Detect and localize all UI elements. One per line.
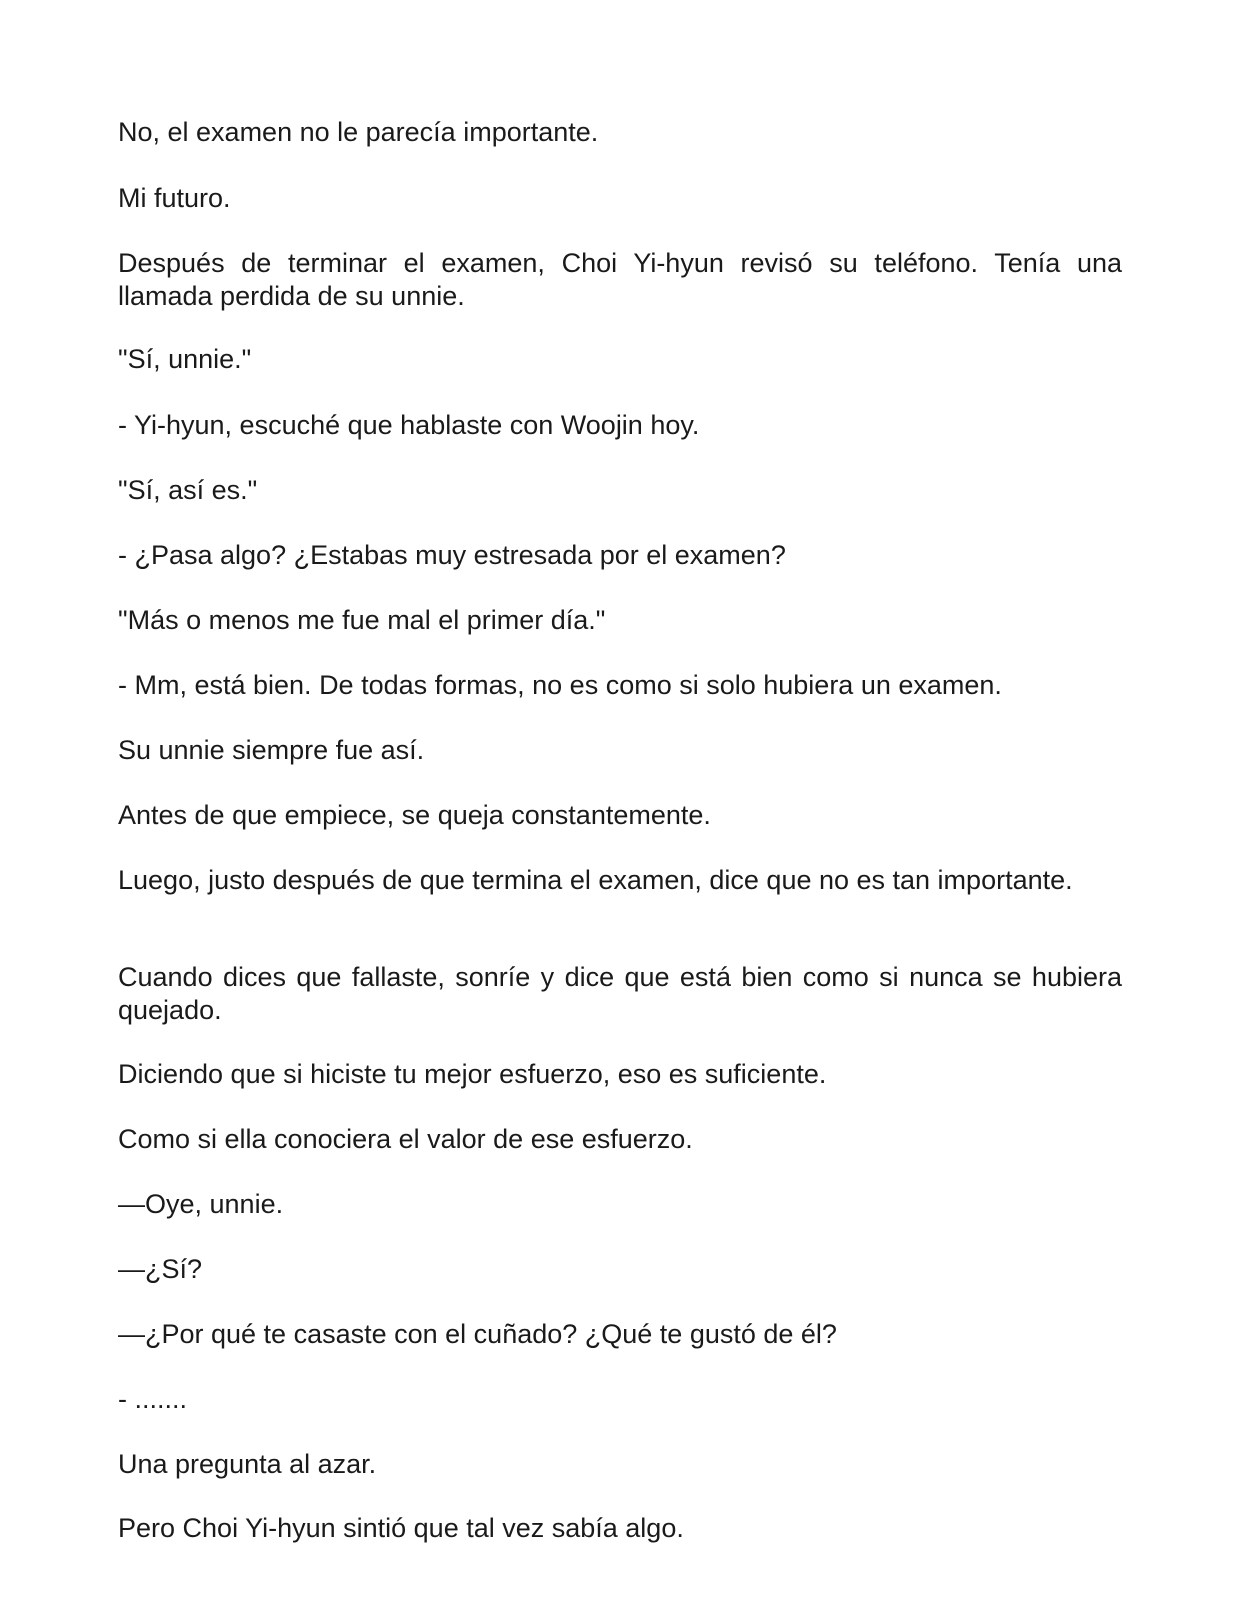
paragraph: Su unnie siempre fue así. bbox=[118, 735, 425, 765]
paragraph: Cuando dices que fallaste, sonríe y dice que está bien como si nunca se hubiera quejado. bbox=[118, 962, 1122, 1025]
paragraph: —¿Sí? bbox=[118, 1254, 203, 1284]
paragraph: - Yi-hyun, escuché que hablaste con Woojin hoy. bbox=[118, 410, 700, 440]
paragraph: No, el examen no le parecía importante. bbox=[118, 117, 599, 147]
paragraph: —Oye, unnie. bbox=[118, 1189, 284, 1219]
paragraph: Pero Choi Yi-hyun sintió que tal vez sabía algo. bbox=[118, 1513, 684, 1543]
paragraph: - ....... bbox=[118, 1384, 188, 1414]
paragraph: Mi futuro. bbox=[118, 183, 231, 213]
paragraph: Antes de que empiece, se queja constantemente. bbox=[118, 800, 711, 830]
paragraph: "Sí, así es." bbox=[118, 475, 258, 505]
paragraph: Después de terminar el examen, Choi Yi-hyun revisó su teléfono. Tenía una llamada perdida de su unnie. bbox=[118, 248, 1122, 311]
paragraph: —¿Por qué te casaste con el cuñado? ¿Qué te gustó de él? bbox=[118, 1319, 837, 1349]
paragraph: - ¿Pasa algo? ¿Estabas muy estresada por el examen? bbox=[118, 540, 786, 570]
paragraph: Diciendo que si hiciste tu mejor esfuerzo, eso es suficiente. bbox=[118, 1059, 827, 1089]
paragraph: Como si ella conociera el valor de ese esfuerzo. bbox=[118, 1124, 693, 1154]
paragraph: "Sí, unnie." bbox=[118, 344, 252, 374]
paragraph: "Más o menos me fue mal el primer día." bbox=[118, 605, 606, 635]
paragraph: - Mm, está bien. De todas formas, no es como si solo hubiera un examen. bbox=[118, 670, 1002, 700]
paragraph: Una pregunta al azar. bbox=[118, 1449, 377, 1479]
paragraph: Luego, justo después de que termina el examen, dice que no es tan importante. bbox=[118, 865, 1073, 895]
